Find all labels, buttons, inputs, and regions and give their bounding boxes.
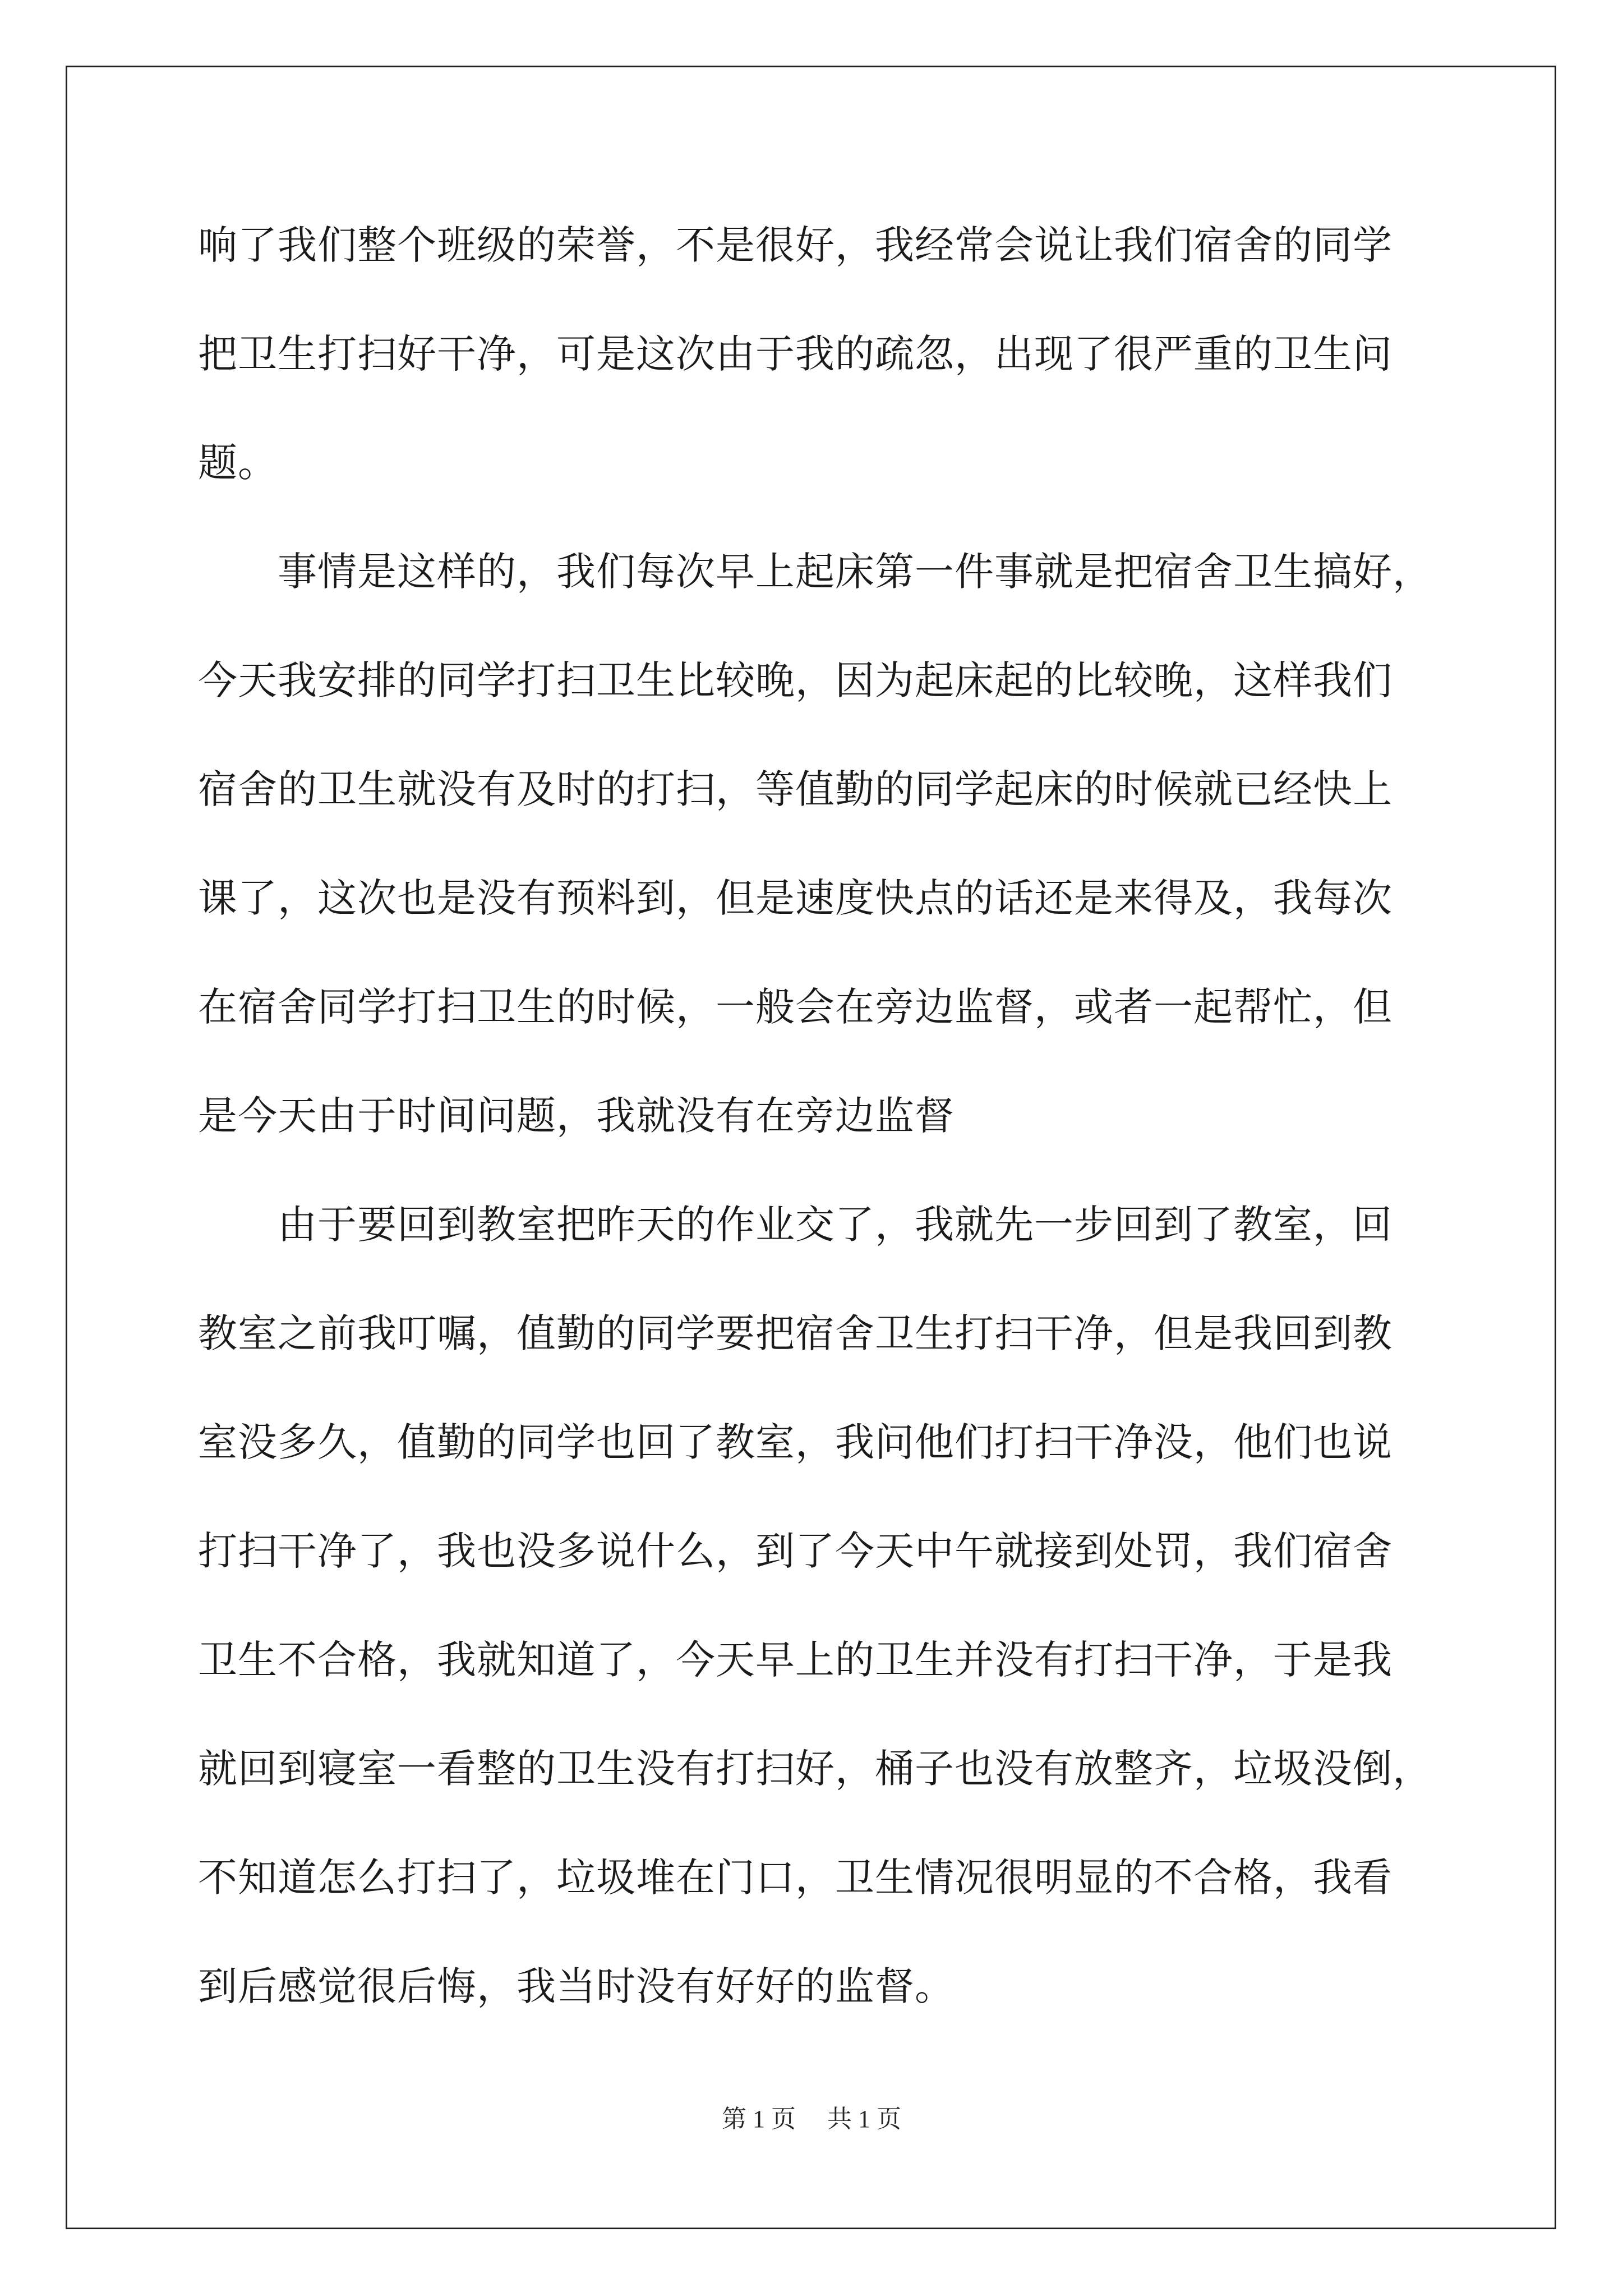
text-line: 是今天由于时间问题，我就没有在旁边监督 <box>198 1093 955 1139</box>
page-footer <box>0 2102 1623 2136</box>
text-line: 题。 <box>198 440 278 486</box>
text-line: 响了我们整个班级的荣誉，不是很好，我经常会说让我们宿舍的同学 <box>198 222 1393 268</box>
text-line: 事情是这样的，我们每次早上起床第一件事就是把宿舍卫生搞好， <box>198 549 1432 595</box>
page-total: 共 1 页 <box>827 2105 901 2133</box>
text-line: 把卫生打扫好干净，可是这次由于我的疏忽，出现了很严重的卫生问 <box>198 331 1393 377</box>
text-line: 宿舍的卫生就没有及时的打扫，等值勤的同学起床的时候就已经快上 <box>198 766 1393 812</box>
text-line: 打扫干净了，我也没多说什么，到了今天中午就接到处罚，我们宿舍 <box>198 1528 1393 1574</box>
text-line: 室没多久，值勤的同学也回了教室，我问他们打扫干净没，他们也说 <box>198 1419 1393 1465</box>
text-line: 不知道怎么打扫了，垃圾堆在门口，卫生情况很明显的不合格，我看 <box>198 1855 1393 1901</box>
document-body <box>198 203 1432 2053</box>
text-line: 卫生不合格，我就知道了，今天早上的卫生并没有打扫干净，于是我 <box>198 1637 1393 1683</box>
text-line: 就回到寝室一看整的卫生没有打扫好，桶子也没有放整齐，垃圾没倒， <box>198 1746 1432 1792</box>
text-line: 在宿舍同学打扫卫生的时候，一般会在旁边监督，或者一起帮忙，但 <box>198 984 1393 1030</box>
text-line: 教室之前我叮嘱，值勤的同学要把宿舍卫生打扫干净，但是我回到教 <box>198 1310 1393 1356</box>
text-line: 由于要回到教室把昨天的作业交了，我就先一步回到了教室，回 <box>198 1202 1393 1248</box>
page-number: 第 1 页 <box>722 2105 796 2133</box>
text-line: 今天我安排的同学打扫卫生比较晚，因为起床起的比较晚，这样我们 <box>198 657 1393 703</box>
text-line: 课了，这次也是没有预料到，但是速度快点的话还是来得及，我每次 <box>198 875 1393 921</box>
text-line: 到后感觉很后悔，我当时没有好好的监督。 <box>198 1963 955 2009</box>
